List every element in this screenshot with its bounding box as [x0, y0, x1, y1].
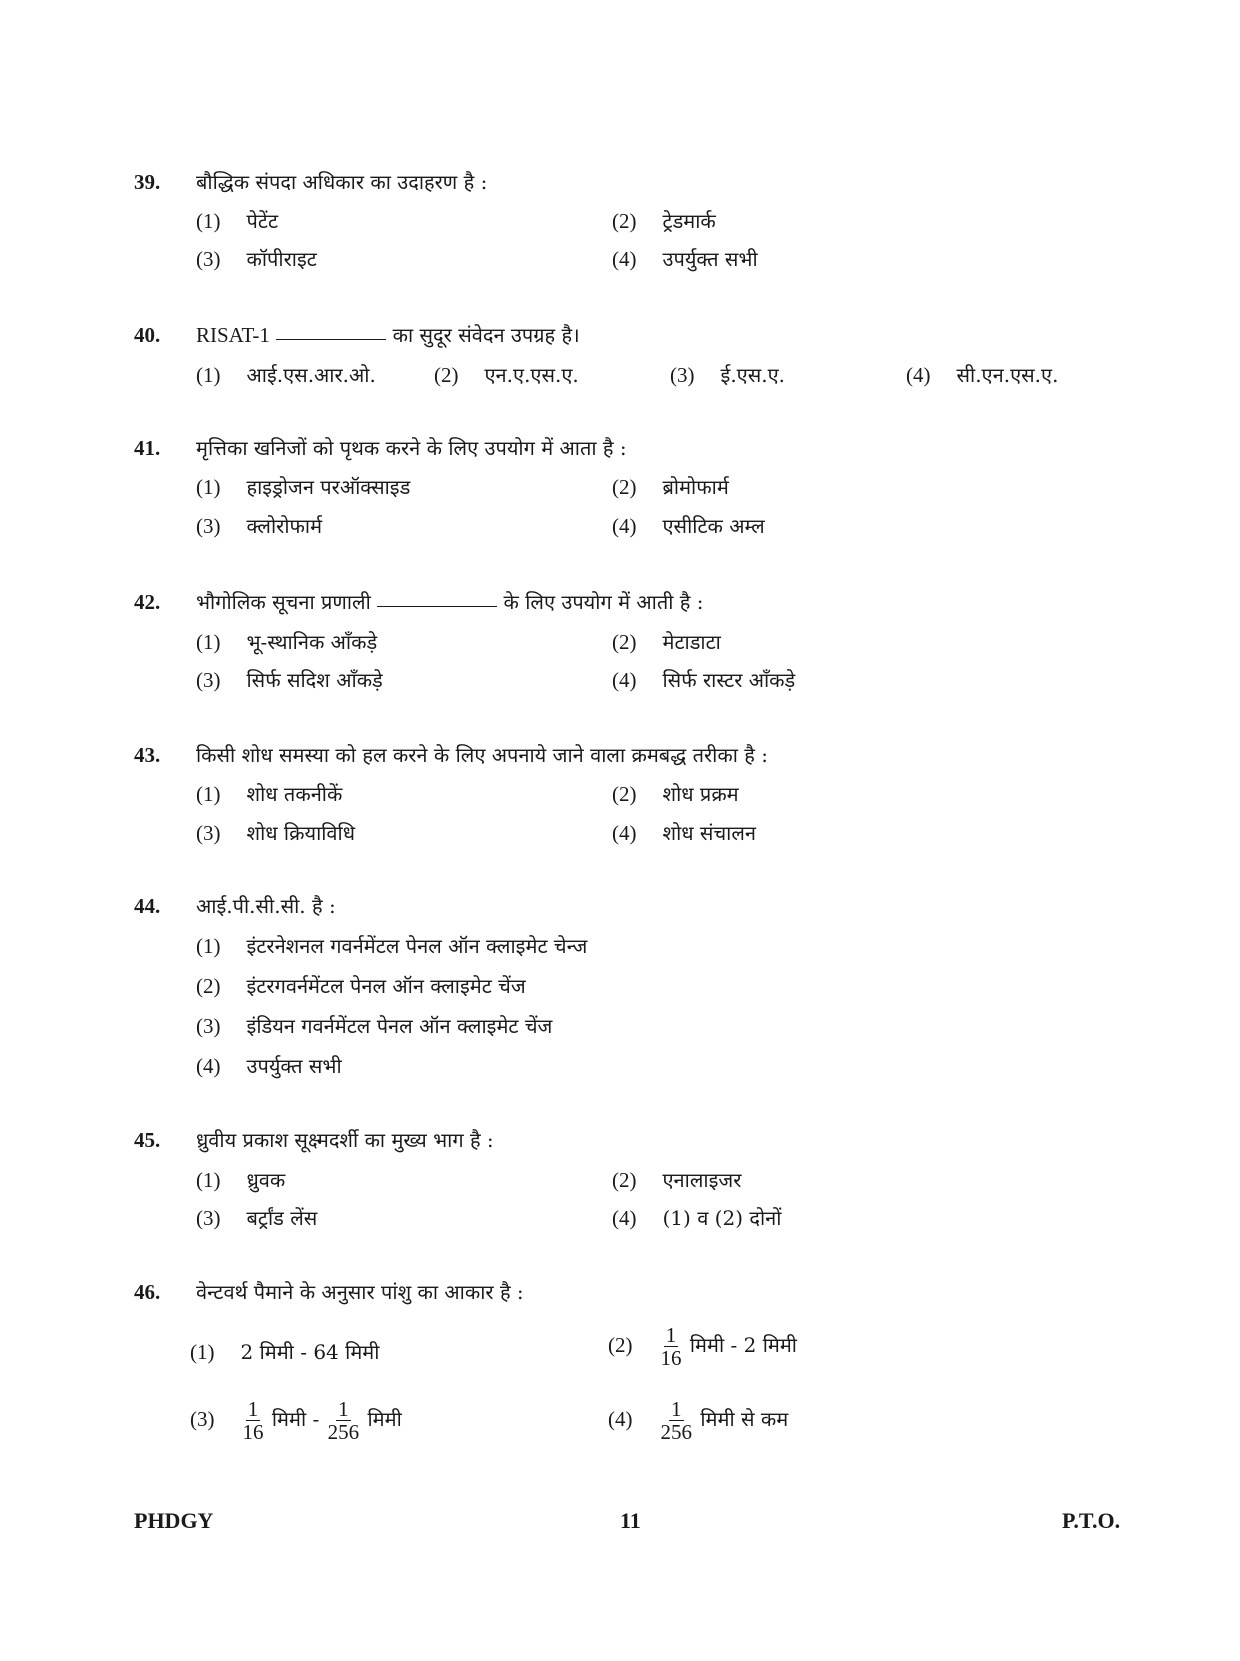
option-label: (3) — [196, 1014, 221, 1038]
option-1 — [196, 932, 587, 959]
option-4 — [612, 512, 765, 539]
fraction — [326, 1398, 362, 1443]
option-text — [659, 1398, 789, 1443]
option-2 — [612, 1166, 741, 1193]
question-text: किसी शोध समस्या को हल करने के लिए अपनाये जाने वाला क्रमबद्ध तरीका है : — [196, 743, 768, 767]
option-2 — [434, 361, 579, 388]
blank-line — [276, 339, 386, 340]
option-text-after: मिमी - 2 मिमी — [689, 1333, 797, 1358]
option-3 — [670, 361, 785, 388]
option-text-middle: मिमी - — [271, 1407, 320, 1432]
option-text: इंटरनेशनल गवर्नमेंटल पेनल ऑन क्लाइमेट चेन्ज — [246, 934, 588, 958]
fraction-numerator: 1 — [338, 1397, 349, 1421]
paper-code: PHDGY — [134, 1508, 214, 1533]
option-1 — [196, 361, 376, 388]
question-number: 43. — [134, 743, 161, 767]
fraction-denominator: 16 — [242, 1420, 264, 1445]
option-text: एसीटिक अम्ल — [662, 514, 765, 538]
option-text: शोध प्रक्रम — [662, 782, 739, 806]
question-text: ध्रुवीय प्रकाश सूक्ष्मदर्शी का मुख्य भाग है : — [196, 1128, 494, 1152]
option-4 — [906, 361, 1058, 388]
question-number: 42. — [134, 590, 161, 614]
option-text: मेटाडाटा — [662, 630, 721, 654]
option-4 — [612, 245, 758, 272]
option-label: (2) — [612, 630, 637, 654]
option-label: (4) — [906, 363, 931, 387]
option-label: (1) — [196, 630, 221, 654]
option-label: (3) — [196, 514, 221, 538]
option-label: (2) — [196, 974, 221, 998]
option-text: (1) व (2) दोनों — [662, 1206, 782, 1230]
option-label: (4) — [612, 1206, 637, 1230]
option-text: भू-स्थानिक आँकड़े — [246, 630, 378, 654]
option-text-after: मिमी — [367, 1407, 402, 1432]
option-2 — [612, 628, 721, 655]
option-text: पेटेंट — [246, 209, 279, 233]
question-number: 46. — [134, 1280, 161, 1304]
option-3 — [196, 819, 355, 846]
option-4 — [612, 666, 795, 693]
fraction-denominator: 256 — [660, 1420, 692, 1445]
option-label: (3) — [196, 247, 221, 271]
fraction-denominator: 16 — [660, 1346, 682, 1371]
option-label: (4) — [612, 247, 637, 271]
option-text: इंटरगवर्नमेंटल पेनल ऑन क्लाइमेट चेंज — [246, 974, 526, 998]
pto-label: P.T.O. — [1062, 1508, 1121, 1533]
option-1 — [190, 1338, 379, 1365]
question-text: मृत्तिका खनिजों को पृथक करने के लिए उपयोग में आता है : — [196, 436, 627, 460]
question-number: 41. — [134, 436, 161, 460]
option-label: (2) — [608, 1333, 633, 1358]
option-text: सिर्फ रास्टर आँकड़े — [662, 668, 796, 692]
option-label: (2) — [434, 363, 459, 387]
option-3 — [196, 1204, 317, 1231]
question-number: 44. — [134, 894, 161, 918]
option-3 — [196, 666, 383, 693]
option-label: (4) — [608, 1407, 633, 1432]
question-text — [196, 588, 704, 615]
option-text: ट्रेडमार्क — [662, 209, 716, 233]
option-label: (4) — [196, 1054, 221, 1078]
option-2 — [608, 1324, 797, 1369]
option-label: (1) — [196, 209, 221, 233]
question-text-before: भौगोलिक सूचना प्रणाली — [196, 590, 371, 614]
option-2 — [612, 473, 729, 500]
fraction — [659, 1324, 684, 1369]
question-number: 39. — [134, 170, 161, 194]
fraction — [659, 1398, 695, 1443]
option-label: (4) — [612, 668, 637, 692]
option-text — [659, 1324, 797, 1369]
option-text: उपर्युक्त सभी — [246, 1054, 342, 1078]
option-2 — [612, 780, 739, 807]
option-text: कॉपीराइट — [246, 247, 317, 271]
option-text: एनालाइजर — [662, 1168, 742, 1192]
option-label: (1) — [196, 934, 221, 958]
option-4 — [196, 1052, 342, 1079]
option-label: (4) — [612, 514, 637, 538]
option-3 — [196, 1012, 552, 1039]
option-label: (2) — [612, 475, 637, 499]
question-text: बौद्धिक संपदा अधिकार का उदाहरण है : — [196, 170, 488, 194]
option-text: ब्रोमोफार्म — [662, 475, 729, 499]
option-label: (3) — [196, 1206, 221, 1230]
option-text: शोध क्रियाविधि — [246, 821, 356, 845]
option-text-after: मिमी से कम — [700, 1407, 789, 1432]
option-label: (3) — [670, 363, 695, 387]
option-2 — [196, 972, 526, 999]
fraction-denominator: 256 — [327, 1420, 360, 1445]
option-label: (1) — [196, 1168, 221, 1192]
option-label: (1) — [196, 475, 221, 499]
option-label: (2) — [612, 782, 637, 806]
fraction — [241, 1398, 266, 1443]
option-text: क्लोरोफार्म — [246, 514, 323, 538]
option-1 — [196, 780, 342, 807]
option-text: आई.एस.आर.ओ. — [246, 363, 376, 387]
option-3 — [196, 245, 317, 272]
question-text-after: के लिए उपयोग में आती है : — [503, 590, 704, 614]
option-text: 2 मिमी - 64 मिमी — [240, 1340, 380, 1364]
blank-line — [377, 606, 497, 607]
fraction-numerator: 1 — [665, 1323, 677, 1347]
option-3 — [190, 1398, 402, 1443]
question-text-after: का सुदूर संवेदन उपग्रह है। — [392, 323, 580, 347]
fraction-numerator: 1 — [671, 1397, 682, 1421]
option-4 — [612, 819, 756, 846]
option-label: (1) — [196, 363, 221, 387]
question-number: 45. — [134, 1128, 161, 1152]
option-2 — [612, 207, 716, 234]
option-1 — [196, 1166, 285, 1193]
option-text — [241, 1398, 402, 1443]
option-label: (3) — [190, 1407, 215, 1432]
option-4 — [608, 1398, 788, 1443]
option-text: सी.एन.एस.ए. — [956, 363, 1059, 387]
question-text: वेन्टवर्थ पैमाने के अनुसार पांशु का आकार है : — [196, 1280, 524, 1304]
option-text: सिर्फ सदिश आँकड़े — [246, 668, 383, 692]
option-text: एन.ए.एस.ए. — [484, 363, 579, 387]
page-number: 11 — [620, 1508, 641, 1533]
option-text: उपर्युक्त सभी — [662, 247, 758, 271]
option-text: ई.एस.ए. — [720, 363, 786, 387]
option-text: शोध संचालन — [662, 821, 756, 845]
option-3 — [196, 512, 322, 539]
option-label: (1) — [196, 782, 221, 806]
option-text: शोध तकनीकें — [246, 782, 343, 806]
option-label: (2) — [612, 1168, 637, 1192]
option-4 — [612, 1204, 781, 1231]
option-label: (1) — [190, 1340, 215, 1364]
fraction-numerator: 1 — [247, 1397, 259, 1421]
question-text-before: RISAT-1 — [196, 323, 270, 347]
question-text — [196, 321, 580, 348]
question-number: 40. — [134, 323, 161, 347]
option-text: हाइड्रोजन परऑक्साइड — [246, 475, 411, 499]
option-label: (2) — [612, 209, 637, 233]
option-1 — [196, 628, 377, 655]
option-label: (3) — [196, 668, 221, 692]
option-text: इंडियन गवर्नमेंटल पेनल ऑन क्लाइमेट चेंज — [246, 1014, 553, 1038]
question-text: आई.पी.सी.सी. है : — [196, 894, 336, 918]
option-label: (4) — [612, 821, 637, 845]
option-text: ध्रुवक — [246, 1168, 286, 1192]
option-text: बर्ट्रांड लेंस — [246, 1206, 318, 1230]
option-1 — [196, 207, 278, 234]
option-label: (3) — [196, 821, 221, 845]
option-1 — [196, 473, 410, 500]
